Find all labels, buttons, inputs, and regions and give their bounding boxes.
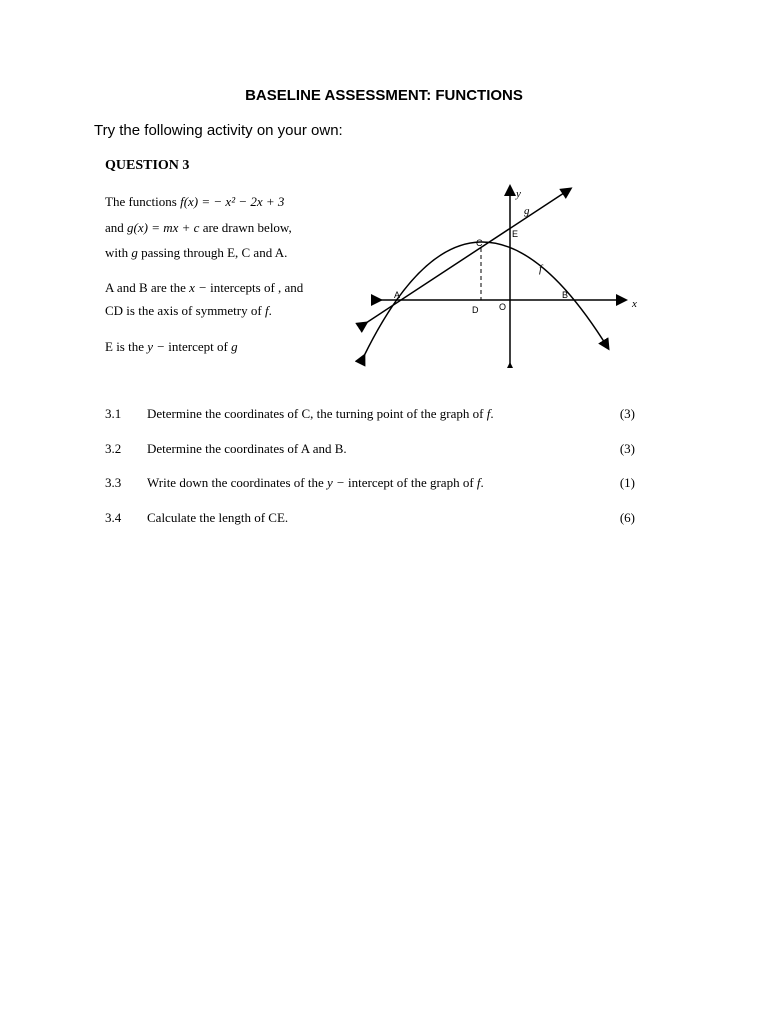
subquestion-marks: (6) <box>619 510 635 525</box>
label-x-axis: x <box>632 298 637 310</box>
label-e: E <box>512 229 519 239</box>
subquestion-text: Determine the coordinates of C, the turning point of the graph of f. <box>147 406 494 421</box>
label-a: A <box>394 290 401 300</box>
statement-line-5: CD is the axis of symmetry of f. <box>105 303 272 318</box>
label-b: B <box>562 290 569 300</box>
page-title: BASELINE ASSESSMENT: FUNCTIONS <box>245 87 523 104</box>
subquestion-text: Determine the coordinates of A and B. <box>147 441 347 456</box>
statement-line-4: A and B are the x − intercepts of , and <box>105 280 304 295</box>
math-expression: y − <box>147 339 166 354</box>
label-g: g <box>524 205 530 217</box>
subquestion-number: 3.2 <box>105 441 122 456</box>
instruction-text: Try the following activity on your own: <box>94 122 343 139</box>
subquestion-marks: (3) <box>619 406 635 421</box>
label-c: C <box>476 238 483 248</box>
math-expression: g <box>231 339 238 354</box>
math-expression: g <box>131 245 138 260</box>
subquestion-row <box>105 406 635 424</box>
subquestion-row <box>105 441 635 459</box>
subquestion-marks: (3) <box>619 441 635 456</box>
subquestion-number: 3.1 <box>105 406 122 421</box>
subquestion-row <box>105 475 635 493</box>
label-o: O <box>499 302 507 312</box>
label-y-axis: y <box>516 188 521 200</box>
parabola-f <box>364 242 608 356</box>
subquestion-row <box>105 510 635 528</box>
subquestion-text: Calculate the length of CE. <box>147 510 289 525</box>
statement-line-2: and g(x) = mx + c are drawn below, <box>105 220 292 235</box>
question-heading: QUESTION 3 <box>105 158 190 173</box>
math-expression: g(x) = mx + c <box>127 220 200 235</box>
subquestion-text: Write down the coordinates of the y − intercept of the graph of f. <box>147 475 484 490</box>
statement-line-6: E is the y − intercept of g <box>105 339 238 354</box>
function-graph <box>355 183 655 368</box>
label-d: D <box>472 305 479 315</box>
math-expression: f(x) = − x² − 2x + 3 <box>180 194 285 209</box>
subquestion-number: 3.3 <box>105 475 122 490</box>
math-expression: x − <box>189 280 207 295</box>
statement-line-1: The functions f(x) = − x² − 2x + 3 <box>105 194 285 209</box>
label-f: f <box>539 263 543 275</box>
statement-line-3: with g passing through E, C and A. <box>105 245 288 260</box>
line-g <box>366 189 570 323</box>
math-expression: f <box>264 303 269 318</box>
subquestion-number: 3.4 <box>105 510 122 525</box>
subquestion-marks: (1) <box>619 475 635 490</box>
